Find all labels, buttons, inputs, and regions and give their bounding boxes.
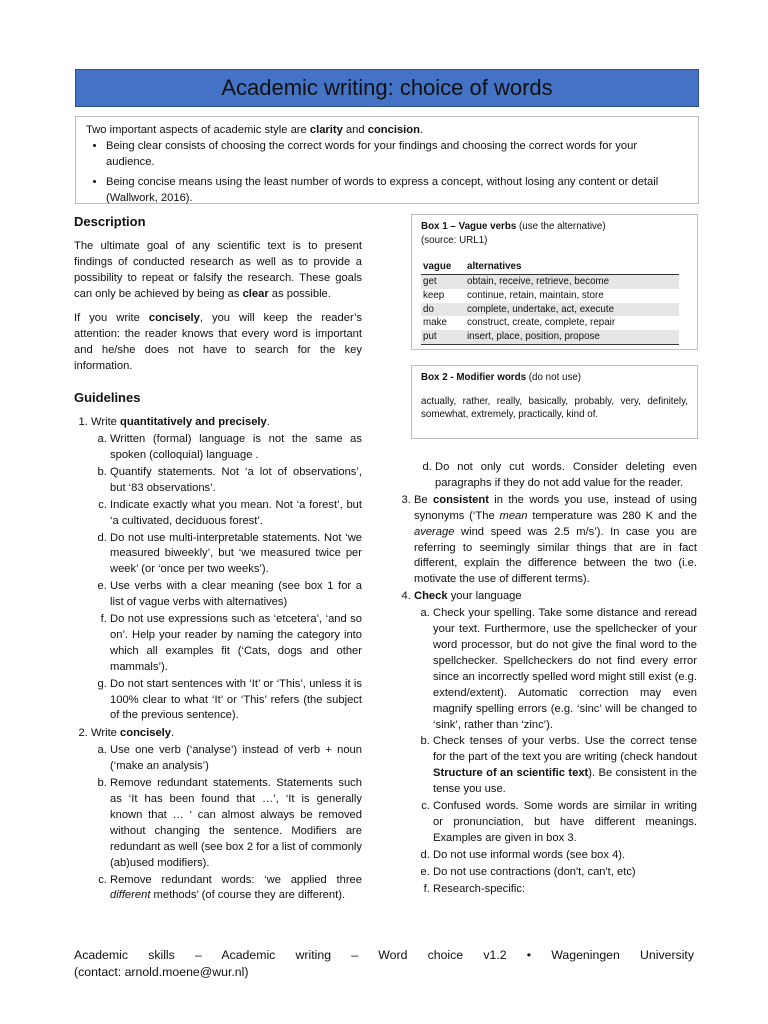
box1-title (421, 220, 688, 234)
description-paragraph (74, 311, 362, 375)
guideline-subitem: e. Use verbs with a clear meaning (see box 1 for a list of vague verbs with alternatives) (110, 579, 362, 611)
g-text: Remove redundant words: ‘we applied three (110, 873, 362, 886)
guideline-sublist (91, 432, 362, 724)
guideline-subitem: b. Remove redundant statements. Statements such as ‘It has been found that …’, ‘It is generally known that … ‘ can almost always be removed without changing the sentence. Modifiers are redundant as well (see box 2 for a list of commonly (ab)used modifiers). (110, 776, 362, 871)
guideline-item (414, 589, 697, 897)
vague-verbs-table (421, 260, 679, 344)
intro-lead-text: Two important aspects of academic style are (86, 124, 310, 136)
table-row (421, 275, 679, 289)
guideline-subitem: f. Research-specific: (433, 882, 697, 898)
intro-period: . (419, 124, 424, 136)
guideline-sublist-continued (416, 460, 697, 492)
g-text: in the words you use, instead of using synonyms (‘The (414, 493, 697, 522)
g-text: ). Be consistent in the tense you use. (433, 767, 697, 796)
g-text: Be (414, 493, 434, 506)
table-row (421, 330, 679, 344)
guideline-subitem: g. Do not start sentences with ‘It’ or ‘This’, unless it is 100% clear to what ‘It’ or ‘This’ refers (the subject of the previous sentence). (110, 677, 362, 725)
right-column (397, 460, 697, 899)
desc-bold: concisely (148, 312, 200, 325)
box2-title-bold: Box 2 - Modifier words (421, 372, 527, 383)
desc-text: If you write (74, 312, 149, 325)
desc-text: The ultimate goal of any scientific text is to present findings of conducted research as well as to provide a possibility to repeat or falsify the research. These goals can only be achieved by being as (74, 240, 362, 301)
intro-and: and (342, 124, 368, 136)
page-footer (74, 947, 694, 980)
intro-concision: concision (367, 124, 420, 136)
table-row (421, 289, 679, 303)
cell-alt: insert, place, position, propose (465, 330, 679, 344)
guideline-subitem: c. Indicate exactly what you mean. Not ‘a forest’, but ‘a cultivated, deciduous forest’. (110, 498, 362, 530)
g-text: Write (91, 727, 121, 740)
desc-text: as possible. (268, 288, 331, 301)
guideline-item (414, 493, 697, 588)
g-bold: concisely (120, 727, 172, 740)
guideline-subitem: d. Do not use informal words (see box 4). (433, 848, 697, 864)
g-text: . (266, 416, 270, 429)
title-banner (75, 69, 699, 107)
g-italic: different (110, 889, 151, 902)
intro-clarity: clarity (309, 124, 343, 136)
guideline-subitem (433, 734, 697, 798)
box1-title-rest: (use the alternative) (516, 221, 606, 232)
cell-alt: construct, create, complete, repair (467, 317, 616, 329)
desc-bold: clear (242, 288, 269, 301)
cell-vague: put (421, 330, 465, 344)
guideline-subitem: a. Use one verb (‘analyse’) instead of verb + noun (‘make an analysis’) (110, 743, 362, 775)
g-bold: Structure of an scientific text (433, 767, 589, 780)
box1-title-bold: Box 1 – Vague verbs (421, 221, 517, 232)
box-modifier-words (411, 365, 698, 439)
intro-bullet: • Being clear consists of choosing the correct words for your findings and choosing the correct words for your audience. (106, 138, 688, 170)
guideline-subitem: a. Written (formal) language is not the same as spoken (colloquial) language . (110, 432, 362, 464)
g-text: methods’ (of course they are different). (150, 889, 346, 902)
g-bold: consistent (433, 493, 489, 506)
col-header-alternatives: alternatives (465, 260, 679, 274)
g-bold: quantitatively and precisely (120, 416, 267, 429)
guideline-subitem: c. Confused words. Some words are similar in writing or pronunciation, but have different meanings. Examples are given in box 3. (433, 799, 697, 847)
footer-contact: (contact: arnold.moene@wur.nl) (74, 964, 249, 979)
intro-box (75, 116, 699, 204)
g-italic: average (414, 525, 455, 538)
guideline-sublist (414, 606, 697, 897)
cell-vague: do (421, 303, 465, 317)
g-text: Check tenses of your verbs. Use the correct tense for the part of the text you are writing (check handout (433, 735, 697, 764)
box2-title-rest: (do not use) (526, 372, 582, 383)
intro-bullet: • Being concise means using the least number of words to express a concept, without losing any content or detail (Wallwork, 2016). (106, 174, 688, 206)
guideline-subitem: f. Do not use expressions such as ‘etcetera’, ‘and so on’. Help your reader by naming the category into which all examples fit (‘Cats, dogs and other mammals’). (110, 612, 362, 676)
guideline-subitem: d. Do not only cut words. Consider deleting even paragraphs if they do not add value for the reader. (435, 460, 697, 492)
guidelines-list-continued (397, 493, 697, 898)
col-header-vague: vague (421, 260, 465, 274)
g-text: your language (447, 590, 522, 603)
cell-alt: obtain, receive, retrieve, become (465, 275, 679, 289)
g-text: Write (91, 416, 121, 429)
description-paragraph (74, 239, 362, 303)
description-heading: Description (74, 214, 146, 229)
footer-line: Academic skills – Academic writing – Word choice v1.2 • Wageningen University (74, 948, 694, 962)
guideline-item (91, 415, 362, 724)
guideline-subitem: d. Do not use multi-interpretable statements. Not ‘we measured biweekly’, but ‘we measured twice per week’ (or ‘once per two weeks’). (110, 531, 362, 579)
cell-alt: continue, retain, maintain, store (467, 289, 604, 301)
box2-title (421, 371, 688, 385)
cell-vague: make (423, 317, 447, 329)
g-text: temperature was 280 K and the (527, 509, 697, 522)
guideline-sublist (91, 743, 362, 904)
guidelines-list (74, 415, 362, 904)
g-text: wind speed was 2.5 m/s’). In case you are referring to seemingly similar things that are in fact different, explain the difference between the two (i.e. motivate the use of different terms). (414, 525, 697, 586)
guidelines-heading: Guidelines (74, 389, 141, 405)
guideline-item (91, 726, 362, 904)
guideline-subitem: a. Check your spelling. Take some distance and reread your text. Furthermore, use the spellchecker of your word processor, but do not give the final word to the spellchecker. Spellcheckers do not find every error since an incorrectly spelled word might still exist (e.g. extend/extent). Automatic correction may even magnify spelling errors (e.g. ‘sinc’ will be changed to ‘sink’, rather than ‘zinc’). (433, 606, 697, 733)
page-title: Academic writing: choice of words (221, 75, 553, 101)
box1-source: (source: URL1) (421, 234, 488, 246)
table-row (421, 316, 679, 330)
intro-lead (86, 122, 688, 138)
table-row (421, 303, 679, 317)
desc-text: , you will keep the reader’s attention: the reader knows that every word is important and he/she does not have to search for the key information. (74, 312, 362, 372)
intro-bullets (86, 138, 688, 206)
guideline-subitem (110, 873, 362, 905)
cell-vague: keep (423, 289, 445, 301)
g-text: . (171, 727, 175, 740)
guideline-subitem: b. Quantify statements. Not ‘a lot of observations’, but ‘83 observations’. (110, 465, 362, 497)
cell-alt: complete, undertake, act, execute (465, 303, 679, 317)
box-vague-verbs (411, 214, 698, 350)
cell-vague: get (421, 275, 465, 289)
modifier-words-list: actually, rather, really, basically, probably, very, definitely, somewhat, extremely, practically, kind of. (421, 395, 688, 421)
g-bold: Check (414, 590, 448, 603)
guideline-subitem: e. Do not use contractions (don't, can't, etc) (433, 865, 697, 881)
left-column (74, 213, 362, 906)
g-italic: mean (499, 509, 528, 522)
table-header (421, 260, 679, 274)
